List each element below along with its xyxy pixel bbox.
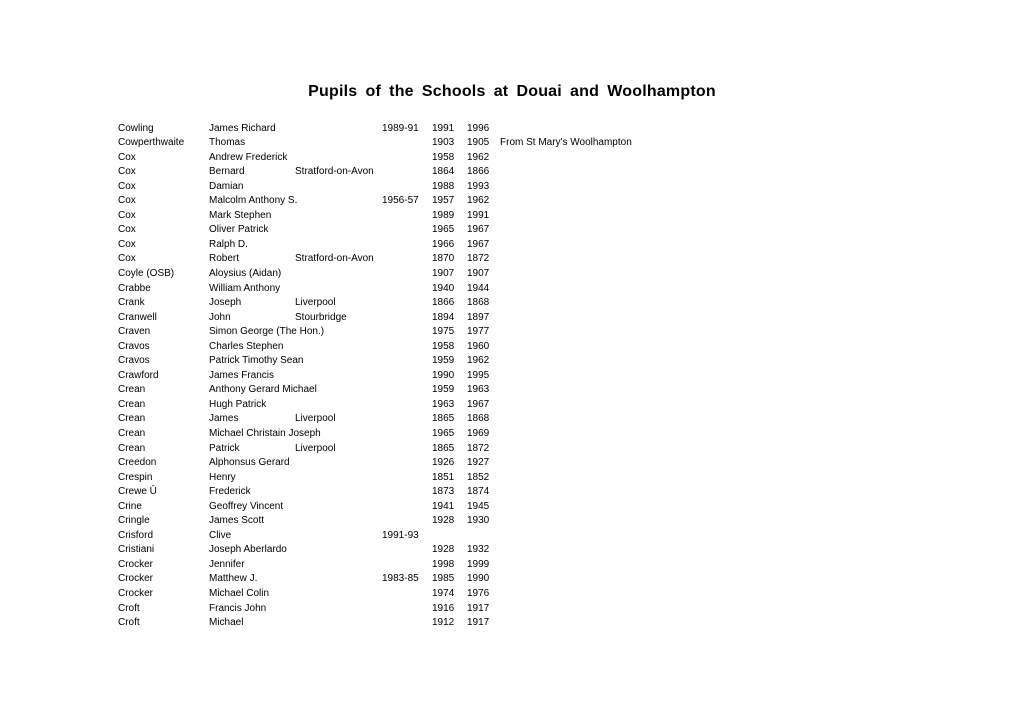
cell-from: 1959 (432, 355, 455, 367)
cell-to: 1872 (467, 253, 490, 265)
cell-surname: Cox (118, 151, 136, 163)
cell-surname: Cox (118, 166, 136, 178)
cell-surname: Crewe Ū (118, 486, 157, 498)
cell-surname: Cox (118, 224, 136, 236)
table-row (0, 136, 1024, 151)
cell-from: 1865 (432, 442, 455, 454)
cell-from: 1975 (432, 326, 455, 338)
cell-to: 1967 (467, 224, 490, 236)
table-row (0, 456, 1024, 471)
table-row (0, 514, 1024, 529)
cell-surname: Cox (118, 180, 136, 192)
table-row (0, 427, 1024, 442)
cell-from: 1916 (432, 602, 455, 614)
cell-to: 1962 (467, 355, 490, 367)
table-row (0, 325, 1024, 340)
cell-forenames: Charles Stephen (209, 340, 284, 352)
cell-place: Stourbridge (295, 311, 347, 323)
table-row (0, 602, 1024, 617)
cell-forenames: Frederick (209, 486, 251, 498)
cell-surname: Cox (118, 195, 136, 207)
cell-to: 1932 (467, 544, 490, 556)
cell-to: 1872 (467, 442, 490, 454)
cell-from: 1966 (432, 238, 455, 250)
cell-from: 1965 (432, 427, 455, 439)
cell-to: 1868 (467, 297, 490, 309)
cell-to: 1967 (467, 398, 490, 410)
cell-forenames: Andrew Frederick (209, 151, 288, 163)
cell-forenames: Michael Colin (209, 588, 270, 599)
cell-from: 1959 (432, 384, 455, 396)
cell-surname: Crean (118, 413, 146, 425)
cell-surname: Cox (118, 253, 136, 265)
cell-to: 1852 (467, 471, 490, 483)
cell-from: 1940 (432, 282, 455, 294)
cell-years: 1991-93 (382, 529, 419, 541)
table-row (0, 572, 1024, 587)
table-row (0, 311, 1024, 326)
cell-to: 1927 (467, 457, 490, 469)
cell-from: 1957 (432, 195, 455, 207)
cell-to: 1977 (467, 326, 490, 338)
table-row (0, 398, 1024, 413)
cell-surname: Crocker (118, 588, 154, 599)
cell-forenames: William Anthony (209, 282, 281, 294)
cell-forenames: Bernard (209, 166, 245, 178)
cell-forenames: Joseph (209, 297, 242, 309)
cell-from: 1928 (432, 544, 455, 556)
cell-years: 1956-57 (382, 195, 419, 207)
cell-to: 1930 (467, 515, 490, 527)
cell-forenames: Francis John (209, 602, 267, 614)
cell-place: Stratford-on-Avon (295, 166, 374, 178)
cell-from: 1985 (432, 573, 455, 585)
cell-from: 1903 (432, 137, 455, 149)
cell-to: 1944 (467, 282, 490, 294)
table-row (0, 354, 1024, 369)
cell-from: 1958 (432, 151, 455, 163)
cell-place: Stratford-on-Avon (295, 253, 374, 265)
cell-to: 1962 (467, 151, 490, 163)
cell-forenames: Michael (209, 617, 244, 629)
cell-forenames: Robert (209, 253, 240, 265)
cell-surname: Creedon (118, 457, 157, 469)
cell-from: 1991 (432, 122, 455, 134)
cell-surname: Crawford (118, 369, 159, 381)
cell-forenames: James Francis (209, 369, 275, 381)
cell-surname: Crocker (118, 573, 154, 585)
cell-forenames: Clive (209, 529, 232, 541)
cell-forenames: Malcolm Anthony S. (209, 195, 298, 207)
cell-to: 1868 (467, 413, 490, 425)
cell-to: 1945 (467, 500, 490, 512)
cell-surname: Cravos (118, 355, 150, 367)
cell-to: 1917 (467, 602, 490, 614)
cell-forenames: Patrick (209, 442, 240, 454)
cell-surname: Crisford (118, 529, 154, 541)
cell-forenames: Henry (209, 471, 236, 483)
cell-from: 1990 (432, 369, 455, 381)
cell-from: 1998 (432, 558, 455, 570)
cell-surname: Crean (118, 442, 146, 454)
table-row (0, 340, 1024, 355)
cell-years: 1989-91 (382, 122, 419, 134)
cell-from: 1864 (432, 166, 455, 178)
cell-forenames: Damian (209, 180, 244, 192)
table-row (0, 194, 1024, 209)
table-row (0, 180, 1024, 195)
cell-forenames: Alphonsus Gerard (209, 457, 290, 469)
cell-to: 1995 (467, 369, 490, 381)
cell-surname: Craven (118, 326, 151, 338)
cell-surname: Cravos (118, 340, 150, 352)
table-row (0, 223, 1024, 238)
table-row (0, 500, 1024, 515)
cell-from: 1988 (432, 180, 455, 192)
cell-forenames: James Richard (209, 122, 276, 134)
cell-from: 1963 (432, 398, 455, 410)
cell-from: 1928 (432, 515, 455, 527)
cell-from: 1873 (432, 486, 455, 498)
cell-surname: Croft (118, 602, 140, 614)
cell-surname: Crean (118, 384, 146, 396)
cell-to: 1967 (467, 238, 490, 250)
cell-to: 1897 (467, 311, 490, 323)
cell-to: 1999 (467, 558, 490, 570)
cell-surname: Cowperthwaite (118, 137, 185, 149)
cell-to: 1996 (467, 122, 490, 134)
cell-forenames: Thomas (209, 137, 246, 149)
cell-to: 1905 (467, 137, 490, 149)
table-row (0, 151, 1024, 166)
cell-to: 1990 (467, 573, 490, 585)
cell-notes: From St Mary's Woolhampton (500, 137, 632, 149)
cell-forenames: Ralph D. (209, 238, 248, 250)
cell-surname: Crean (118, 398, 146, 410)
cell-surname: Cowling (118, 122, 154, 134)
cell-forenames: Oliver Patrick (209, 224, 269, 236)
cell-surname: Crank (118, 297, 145, 309)
page-title: Pupils of the Schools at Douai and Woolhampton (308, 83, 716, 100)
cell-place: Liverpool (295, 442, 336, 454)
cell-to: 1874 (467, 486, 490, 498)
cell-forenames: Hugh Patrick (209, 398, 267, 410)
table-row (0, 442, 1024, 457)
cell-forenames: James Scott (209, 515, 265, 527)
cell-surname: Cristiani (118, 544, 155, 556)
cell-to: 1963 (467, 384, 490, 396)
cell-to: 1917 (467, 617, 490, 629)
cell-to: 1866 (467, 166, 490, 178)
cell-surname: Cox (118, 238, 136, 250)
cell-from: 1851 (432, 471, 455, 483)
cell-surname: Crocker (118, 558, 154, 570)
table-row (0, 252, 1024, 267)
cell-to: 1969 (467, 427, 490, 439)
cell-from: 1866 (432, 297, 455, 309)
table-row (0, 122, 1024, 137)
cell-from: 1989 (432, 209, 455, 221)
cell-forenames: James (209, 413, 239, 425)
cell-surname: Cringle (118, 515, 150, 527)
table-row (0, 165, 1024, 180)
cell-surname: Cranwell (118, 311, 157, 323)
cell-years: 1983-85 (382, 573, 419, 585)
cell-forenames: Michael Christain Joseph (209, 427, 321, 439)
cell-to: 1907 (467, 267, 490, 279)
cell-place: Liverpool (295, 297, 336, 309)
cell-forenames: Simon George (The Hon.) (209, 326, 325, 338)
cell-forenames: Geoffrey Vincent (209, 500, 284, 512)
table-row (0, 529, 1024, 544)
cell-from: 1894 (432, 311, 455, 323)
table-row (0, 209, 1024, 224)
cell-to: 1962 (467, 195, 490, 207)
cell-surname: Croft (118, 617, 140, 629)
cell-from: 1870 (432, 253, 455, 265)
cell-forenames: Patrick Timothy Sean (209, 355, 304, 367)
cell-forenames: Anthony Gerard Michael (209, 384, 317, 396)
table-row (0, 412, 1024, 427)
cell-forenames: Joseph Aberlardo (209, 544, 287, 556)
cell-surname: Crean (118, 427, 146, 439)
cell-surname: Crine (118, 500, 142, 512)
cell-from: 1907 (432, 267, 455, 279)
cell-surname: Coyle (OSB) (118, 267, 175, 279)
table-row (0, 485, 1024, 500)
cell-to: 1991 (467, 209, 490, 221)
table-row (0, 296, 1024, 311)
cell-surname: Crespin (118, 471, 153, 483)
cell-surname: Crabbe (118, 282, 151, 294)
cell-forenames: Mark Stephen (209, 209, 272, 221)
cell-surname: Cox (118, 209, 136, 221)
table-row (0, 369, 1024, 384)
cell-from: 1941 (432, 500, 455, 512)
table-row (0, 616, 1024, 631)
cell-forenames: John (209, 311, 231, 323)
table-row (0, 383, 1024, 398)
cell-to: 1976 (467, 588, 490, 599)
cell-forenames: Jennifer (209, 558, 245, 570)
table-row (0, 238, 1024, 253)
cell-from: 1974 (432, 588, 455, 599)
cell-forenames: Aloysius (Aidan) (209, 267, 282, 279)
table-row (0, 267, 1024, 282)
table-row (0, 471, 1024, 486)
pupil-table (0, 122, 1024, 631)
cell-to: 1993 (467, 180, 490, 192)
cell-from: 1865 (432, 413, 455, 425)
table-row (0, 587, 1024, 602)
table-row (0, 282, 1024, 297)
cell-from: 1965 (432, 224, 455, 236)
cell-from: 1958 (432, 340, 455, 352)
cell-from: 1912 (432, 617, 455, 629)
table-row (0, 558, 1024, 573)
cell-forenames: Matthew J. (209, 573, 258, 585)
table-row (0, 543, 1024, 558)
cell-place: Liverpool (295, 413, 336, 425)
cell-to: 1960 (467, 340, 490, 352)
cell-from: 1926 (432, 457, 455, 469)
